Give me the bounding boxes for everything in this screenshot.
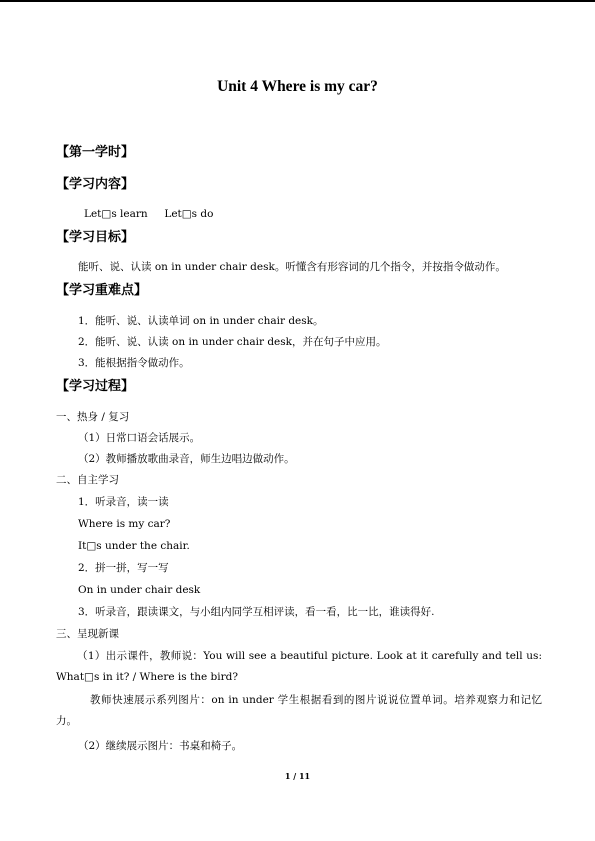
key-point-item: 1．能听、说、认读单词 on in under chair desk。	[78, 315, 324, 327]
content-text: Let□s learn Let□s do	[84, 208, 214, 220]
process-part-1-b: （2）教师播放歌曲录音，师生边唱边做动作。	[78, 453, 295, 465]
process-part-3-b: 教师快速展示系列图片：on in under 学生根据看到的图片说说位置单词。培养观察力和记忆力。	[56, 694, 542, 727]
top-border-line	[0, 0, 595, 2]
process-part-1-a: （1）日常口语会话展示。	[78, 432, 201, 444]
document-title: Unit 4 Where is my car?	[217, 78, 378, 95]
lesson-heading: 【第一学时】	[56, 145, 135, 160]
process-part-3-c: （2）继续展示图片：书桌和椅子。	[78, 740, 243, 752]
process-part-2-step-3: 3．听录音，跟读课文，与小组内同学互相评读，看一看，比一比，谁读得好.	[78, 606, 435, 618]
key-point-item: 2．能听、说、认读 on in under chair desk，并在句子中应用。	[78, 336, 387, 348]
process-part-2-answer: It□s under the chair.	[78, 540, 190, 552]
key-point-item: 3．能根据指令做动作。	[78, 357, 190, 369]
process-part-2-question: Where is my car?	[78, 518, 171, 530]
page-number: 1 / 11	[284, 771, 311, 781]
content-heading: 【学习内容】	[56, 177, 135, 192]
key-points-heading: 【学习重难点】	[56, 283, 148, 298]
process-part-2: 二、自主学习	[56, 474, 119, 486]
process-heading: 【学习过程】	[56, 379, 135, 394]
goal-heading: 【学习目标】	[56, 230, 135, 245]
process-part-2-step-2: 2．拼一拼，写一写	[78, 562, 169, 574]
goal-text: 能听、说、认读 on in under chair desk。听懂含有形容词的几个指令，并按指令做动作。	[78, 261, 506, 273]
process-part-3-a: （1）出示课件，教师说：You will see a beautiful picture. Look at it carefully and tell us: What□s in it? / Where is the bird?	[56, 650, 542, 683]
process-part-2-step-1: 1．听录音，读一读	[78, 496, 169, 508]
process-part-3: 三、呈现新课	[56, 628, 119, 640]
process-part-1: 一、热身 / 复习	[56, 411, 130, 423]
process-part-2-words: On in under chair desk	[78, 584, 201, 596]
